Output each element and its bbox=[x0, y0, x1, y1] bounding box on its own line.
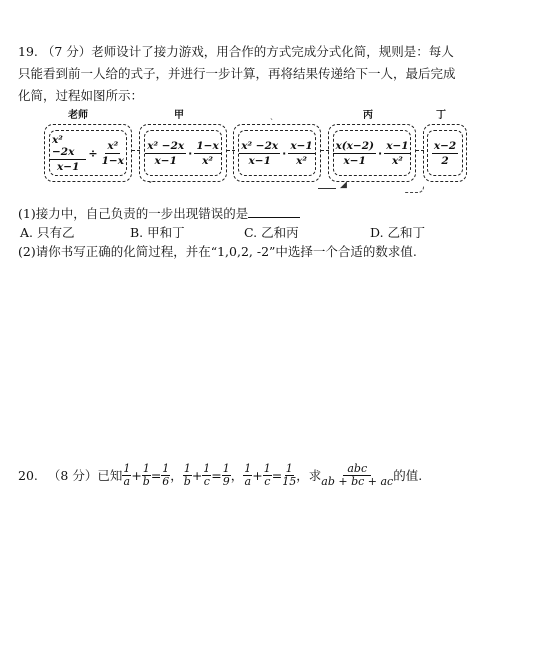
q19-part-1: (1)接力中，自己负责的一步出现错误的是 bbox=[18, 206, 300, 222]
q20-line: 20. （8 分）已知 1 a + $\frac{1}{b}$ = $\frac{1}{6}$ ， 1 b + $\frac{1}{c}$ = $\frac{1}{9}$ ， 1 a + $\frac{1}{c}$ = $\frac{1}{15}$ ，求 abc ab + bc + ac 的值. bbox=[18, 462, 423, 488]
relay-box-jia bbox=[139, 124, 227, 182]
fraction: $\frac{x-1}{\text{x²}}$ bbox=[386, 139, 409, 167]
fraction: 1 a bbox=[123, 462, 131, 488]
operator: · bbox=[188, 146, 193, 160]
operator: · bbox=[378, 146, 383, 160]
fraction: $\frac{1}{b}$ bbox=[142, 462, 150, 488]
answer-blank bbox=[248, 206, 300, 218]
role-teacher: 老师 bbox=[68, 110, 88, 121]
smudge-mark: ˎ bbox=[270, 111, 273, 121]
fraction: $\frac{1}{6}$ bbox=[162, 462, 170, 488]
operator: · bbox=[282, 146, 287, 160]
q19-part-2: (2)请你书写正确的化简过程，并在“1,0,2, -2”中选择一个合适的数求值. bbox=[18, 244, 417, 259]
role-ding: 丁 bbox=[436, 110, 446, 121]
relay-box-yi bbox=[233, 124, 321, 182]
role-jia: 甲 bbox=[174, 110, 184, 121]
fraction: 1 a bbox=[244, 462, 252, 488]
option-a: A. 只有乙 bbox=[20, 225, 75, 240]
fraction: $\frac{x(x-2)}{x-1}$ bbox=[335, 139, 374, 167]
fraction: $\frac{\text{x² −2x}}{x-1}$ bbox=[147, 139, 185, 167]
relay-box-ding bbox=[423, 124, 467, 182]
q19-header: 19. （7 分）老师设计了接力游戏，用合作的方式完成分式化简，规则是：每人 bbox=[18, 44, 454, 59]
q20-number: 20. bbox=[18, 467, 38, 483]
fraction: $\frac{x-1}{\text{x²}}$ bbox=[290, 139, 313, 167]
fraction: $\frac{1}{c}$ bbox=[263, 462, 271, 488]
fraction: $\frac{\text{x² −2x}}{x-1}$ bbox=[241, 139, 279, 167]
fraction: $\frac{\text{x²}}{1-x}$ bbox=[101, 139, 124, 167]
target-fraction: abc ab + bc + ac bbox=[321, 462, 394, 488]
fraction: 1 b bbox=[183, 462, 191, 488]
fraction: $\frac{1}{c}$ bbox=[203, 462, 211, 488]
option-c: C. 乙和丙 bbox=[244, 225, 299, 240]
fraction: $\frac{1}{9}$ bbox=[222, 462, 230, 488]
operator: ÷ bbox=[88, 146, 98, 160]
fraction: $\frac{1}{15}$ bbox=[282, 462, 297, 488]
pen-curve bbox=[405, 186, 424, 193]
fraction: $\frac{x-2}{2}$ bbox=[433, 139, 457, 167]
relay-box-teacher bbox=[44, 124, 132, 182]
fraction: $\frac{\text{x² −2x}}{x-1}$ bbox=[50, 134, 86, 173]
q20-score: （8 分）已知 bbox=[47, 467, 123, 483]
option-b: B. 甲和丁 bbox=[130, 225, 185, 240]
role-bing: 丙 bbox=[363, 110, 373, 121]
q19-line-3: 化简，过程如图所示： bbox=[18, 88, 144, 103]
q19-line-2: 只能看到前一人给的式子，并进行一步计算，再将结果传递给下一人，最后完成 bbox=[18, 66, 456, 81]
option-d: D. 乙和丁 bbox=[370, 225, 426, 240]
relay-box-bing bbox=[328, 124, 416, 182]
pen-mark: ˇ bbox=[148, 182, 153, 192]
pen-stroke bbox=[318, 188, 336, 190]
pen-mark: ◢ bbox=[340, 180, 347, 190]
fraction: $\frac{1-x}{\text{x²}}$ bbox=[196, 139, 219, 167]
